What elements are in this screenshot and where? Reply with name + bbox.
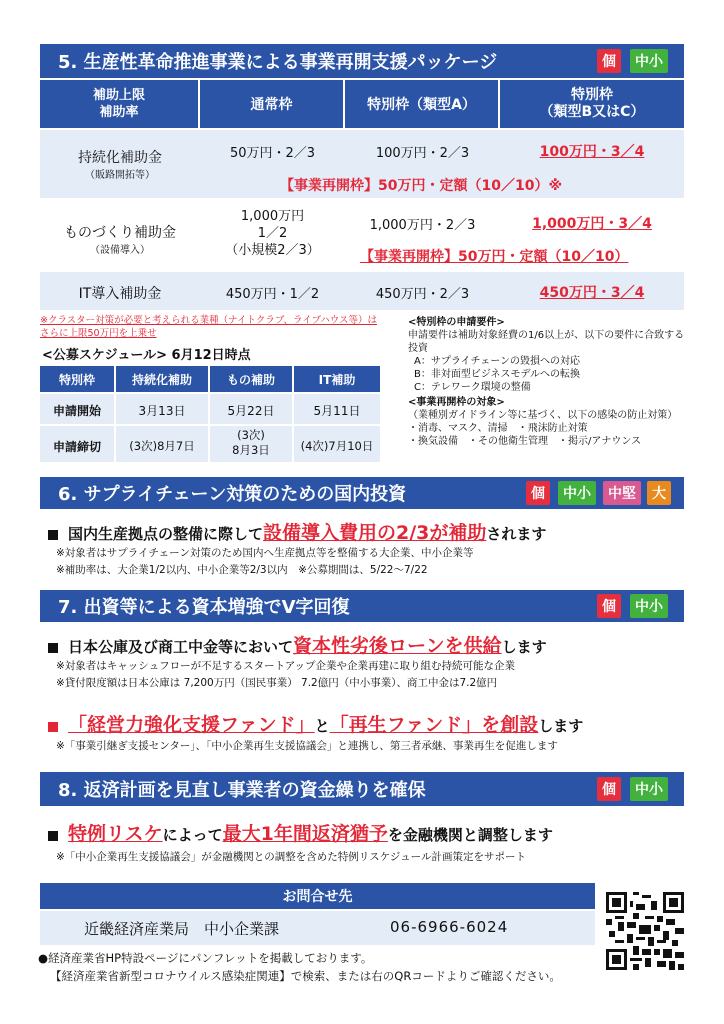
reopen-target-item: ・消毒、マスク、清掃 ・飛沫防止対策 (408, 423, 588, 434)
sec7-headline2-fund2: 「再生ファンド」を創設 (329, 714, 539, 736)
sec7-note-3: ※「事業引継ぎ支援センター」、「中小企業再生支援協議会」と連携し、第三者承継、事業再生を促進します (56, 740, 558, 752)
row1-bc: 100万円・3／4 (539, 144, 645, 160)
sched-r2c2: (3次) 8月3日 (232, 428, 270, 457)
bullet-square-icon (48, 831, 58, 841)
section5-header (40, 44, 684, 78)
sec7-note-1: ※対象者はキャッシュフローが不足するスタートアップ企業や企業再建に取り組む持続可能な企業 (56, 660, 516, 672)
contact-info-bar (40, 911, 595, 945)
reopen-target-item: （業種別ガイドライン等に基づく、以下の感染の防止対策） (408, 410, 678, 421)
sec6-headline-pre: 国内生産拠点の整備に際して (68, 525, 264, 543)
sched-r2c1: (3次)8月7日 (129, 439, 195, 453)
row2-name: ものづくり補助金 (64, 225, 176, 241)
contact-org: 近畿経済産業局 中小企業課 (84, 920, 280, 938)
section6-header (40, 477, 684, 509)
sec8-note: ※「中小企業再生支援協議会」が金融機関との調整を含めた特例リスケジュール計画策定をサポート (56, 851, 526, 863)
section6-title: 6. サプライチェーン対策のための国内投資 (58, 484, 407, 505)
sec7-headline (48, 631, 547, 658)
header-special-a: 特別枠（類型A） (345, 80, 500, 128)
row3-bc: 450万円・3／4 (539, 285, 645, 301)
schedule-title: <公募スケジュール> 6月12日時点 (42, 348, 251, 363)
sec8-headline-emphasis2: 最大1年間返済猶予 (222, 823, 388, 845)
sec7-headline-emphasis: 資本性劣後ローンを供給 (293, 635, 502, 657)
sec7-headline2-fund1: 「経営力強化支援ファンド」 (68, 714, 315, 736)
sched-h3: IT補助 (318, 373, 356, 387)
sched-r2c3: (4次)7月10日 (300, 439, 374, 453)
sched-r1c0: 申請開始 (52, 404, 101, 418)
sec7-headline-pre: 日本公庫及び商工中金等において (68, 638, 294, 656)
cluster-note: ※クラスター対策が必要と考えられる業種（ナイトクラブ、ライブハウス等）はさらに上限50万円を上乗せ (40, 315, 377, 339)
contact-title-bar (40, 883, 595, 909)
badge-sme: 中小 (630, 49, 668, 73)
sec8-headline-mid: によって (162, 826, 223, 844)
bullet-square-icon (48, 722, 58, 732)
requirements-title: <特別枠の申請要件> (408, 317, 505, 328)
subsidy-table (40, 80, 684, 312)
header-special-bc: 特別枠 （類型B又はC） (500, 80, 684, 128)
footer-line-1: ●経済産業省HP特設ページにパンフレットを掲載しております。 (38, 951, 373, 965)
header-cap: 補助上限 補助率 (40, 80, 200, 128)
badge-individual: 個 (597, 49, 621, 73)
row1-a: 100万円・2／3 (375, 146, 470, 161)
sec7-headline-post: します (501, 638, 547, 656)
requirement-item: A：サプライチェーンの毀損への対応 (414, 356, 581, 367)
header-normal: 通常枠 (200, 80, 345, 128)
section8-title: 8. 返済計画を見直し事業者の資金繰りを確保 (58, 780, 426, 801)
section8-header (40, 772, 684, 806)
requirements-block (408, 316, 688, 448)
sec6-headline (48, 518, 546, 545)
sched-r2c0: 申請締切 (52, 440, 101, 454)
sec6-headline-emphasis: 設備導入費用の2/3が補助 (263, 522, 487, 544)
row1-normal: 50万円・2／3 (229, 146, 316, 161)
requirement-item: B：非対面型ビジネスモデルへの転換 (414, 369, 581, 380)
row3-name: IT導入補助金 (78, 286, 162, 302)
badge-individual: 個 (597, 594, 621, 618)
sec8-headline-post: を金融機関と調整します (387, 826, 553, 844)
sec7-headline2-post: します (538, 717, 584, 735)
row1-reopen: 【事業再開枠】50万円・定額（10／10）※ (280, 178, 563, 194)
reopen-target-item: ・換気設備 ・その他衛生管理 ・掲示/アナウンス (408, 436, 642, 447)
row1-sub: （販路開拓等） (85, 170, 155, 181)
requirement-item: C：テレワーク環境の整備 (414, 382, 531, 393)
contact-phone[interactable]: 06-6966-6024 (390, 918, 509, 936)
schedule-table (40, 366, 380, 462)
table-header-row (40, 80, 684, 128)
badge-midsize: 中堅 (603, 481, 641, 505)
sec6-headline-post: されます (486, 525, 547, 543)
qr-code[interactable] (606, 892, 684, 970)
section7-header (40, 590, 684, 622)
bullet-square-icon (48, 530, 58, 540)
sec7-headline2-mid: と (314, 717, 330, 735)
badge-individual: 個 (597, 777, 621, 801)
sec6-note-1: ※対象者はサプライチェーン対策のため国内へ生産拠点等を整備する大企業、中小企業等 (56, 547, 474, 559)
badge-sme: 中小 (630, 777, 668, 801)
badge-sme: 中小 (630, 594, 668, 618)
requirements-body: 申請要件は補助対象経費の1/6以上が、以下の要件に合致する投資 (408, 330, 685, 354)
section7-title: 7. 出資等による資本増強でV字回復 (58, 597, 350, 618)
contact-title: お問合せ先 (282, 889, 353, 905)
row2-reopen: 【事業再開枠】50万円・定額（10／10） (360, 249, 629, 265)
sched-r1c3: 5月11日 (313, 404, 361, 418)
sec6-note-2: ※補助率は、大企業1/2以内、中小企業等2/3以内 ※公募期間は、5/22～7/22 (56, 564, 428, 576)
row2-normal: 1,000万円 1／2 （小規模2／3） (225, 209, 320, 258)
sched-h0: 特別枠 (58, 373, 95, 387)
row3-a: 450万円・2／3 (375, 287, 470, 302)
bullet-square-icon (48, 643, 58, 653)
badge-large: 大 (647, 481, 671, 505)
section5-title: 5. 生産性革命推進事業による事業再開支援パッケージ (58, 52, 498, 73)
row2-bc: 1,000万円・3／4 (532, 216, 652, 232)
sched-h1: 持続化補助 (131, 373, 192, 387)
sec8-headline-emphasis1: 特例リスケ (68, 823, 163, 845)
badge-individual: 個 (526, 481, 550, 505)
sched-h2: もの補助 (226, 373, 275, 387)
row1-name: 持続化補助金 (78, 150, 162, 166)
badge-sme: 中小 (558, 481, 596, 505)
row2-a: 1,000万円・2／3 (369, 218, 476, 233)
row3-normal: 450万円・1／2 (225, 287, 320, 302)
sched-r1c2: 5月22日 (227, 404, 275, 418)
footer-line-2: 【経済産業省新型コロナウイルス感染症関連】で検索、または右のQRコードよりご確認ください。 (50, 969, 561, 983)
sec7-note-2: ※貸付限度額は日本公庫は 7,200万円（国民事業） 7.2億円（中小事業）、商工中金は7.2億円 (56, 677, 498, 689)
sec8-headline (48, 819, 553, 846)
row2-sub: （設備導入） (90, 245, 150, 256)
sched-r1c1: 3月13日 (138, 404, 186, 418)
sec7-headline2 (48, 710, 583, 737)
reopen-target-title: <事業再開枠の対象> (408, 397, 505, 408)
